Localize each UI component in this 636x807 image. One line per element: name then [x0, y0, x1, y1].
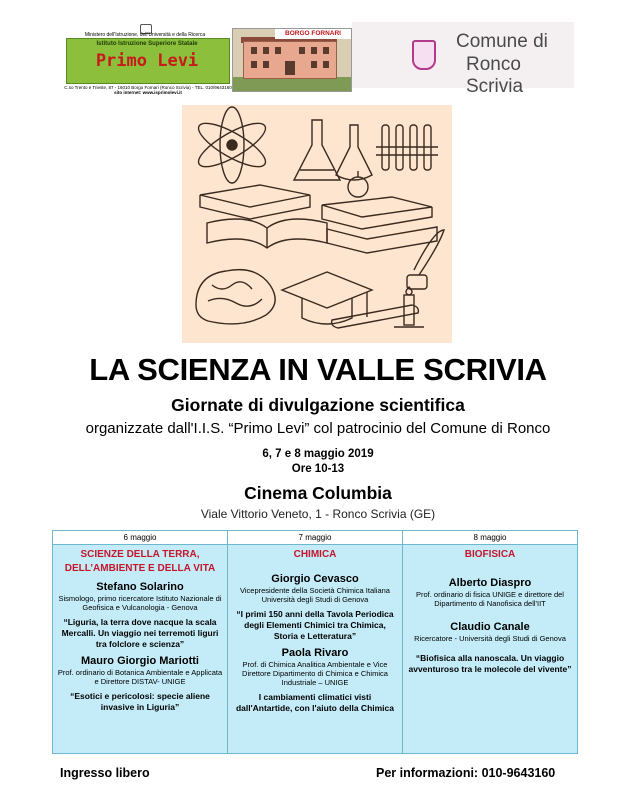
talk-title: “Biofisica alla nanoscala. Un viaggio avventuroso tra le molecole del vivente” — [408, 653, 572, 674]
window — [251, 61, 257, 68]
school-logo — [60, 22, 230, 96]
program-day-2 — [228, 531, 403, 753]
school-address-line: C.so Trento e Trieste, 87 - 16010 Borgo Fornari (Ronco Scrivia) - TEL. 010/9643160 — [64, 85, 232, 90]
window — [263, 61, 269, 68]
photo-ground — [233, 77, 351, 91]
day-header: 7 maggio — [228, 531, 402, 545]
event-subtitle: Giornate di divulgazione scientifica — [171, 395, 465, 415]
window — [311, 47, 317, 54]
quill-icon — [407, 230, 444, 289]
day-topic: CHIMICA — [293, 549, 337, 560]
graduation-cap-icon — [282, 272, 372, 324]
window — [251, 47, 257, 54]
flask-icon — [294, 120, 372, 180]
day-topic: BIOFISICA — [464, 549, 516, 560]
window — [275, 47, 281, 54]
comune-line1: Comune di — [456, 31, 548, 52]
test-tubes-icon — [376, 125, 438, 170]
event-dates: 6, 7 e 8 maggio 2019 — [262, 448, 374, 460]
window — [323, 61, 329, 68]
window — [323, 47, 329, 54]
program-day-3 — [403, 531, 577, 753]
speaker-role: Ricercatore - Università degli Studi di Genova — [414, 634, 566, 643]
borgo-fornari-label: BORGO FORNARI — [275, 29, 351, 39]
door — [285, 61, 295, 75]
atom-icon — [193, 107, 271, 183]
school-address — [60, 85, 236, 95]
talk-title: “Esotici e pericolosi: specie aliene invasive in Liguria” — [70, 691, 210, 712]
book-stack-icon — [322, 171, 437, 253]
speaker-name: Claudio Canale — [450, 621, 530, 633]
talk-title: “I primi 150 anni della Tavola Periodica degli Elementi Chimici tra Chimica, Storia e Letteratura” — [236, 609, 394, 641]
speaker-role: Sismologo, primo ricercatore Istituto Nazionale di Geofisica e Vulcanologia - Genova — [58, 594, 222, 612]
info-phone: Per informazioni: 010-9643160 — [376, 766, 556, 780]
program-day-1 — [53, 531, 228, 753]
day-topic: SCIENZE DELLA TERRA, DELL’AMBIENTE E DELLA VITA — [64, 549, 216, 574]
speaker-name: Alberto Diaspro — [448, 577, 532, 589]
window — [299, 47, 305, 54]
comune-line2: Ronco Scrivia — [466, 54, 524, 97]
borgo-fornari-photo — [232, 28, 352, 92]
books-icon — [200, 185, 327, 248]
talk-title: “Liguria, la terra dove nacque la scala Mercalli. Un viaggio nei terremoti liguri tra folclore e scienza” — [61, 617, 219, 649]
event-title: LA SCIENZA IN VALLE SCRIVIA — [89, 352, 547, 387]
window — [311, 61, 317, 68]
event-address: Viale Vittorio Veneto, 1 - Ronco Scrivia (GE) — [200, 507, 436, 521]
science-objects-icon — [182, 105, 452, 343]
speaker-role: Prof. ordinario di fisica UNIGE e direttore del Dipartimento di Nanofisica dell'IIT — [416, 590, 564, 608]
day-header: 8 maggio — [403, 531, 577, 545]
brain-icon — [196, 270, 275, 324]
science-illustration — [182, 105, 452, 343]
institute-type: Istituto Istruzione Superiore Statale — [96, 41, 198, 47]
speaker-name: Stefano Solarino — [96, 581, 184, 593]
speaker-name: Giorgio Cevasco — [271, 573, 359, 585]
ministry-text: Ministero dell'Istruzione, dell'Università e della Ricerca — [84, 32, 206, 38]
speaker-role: Prof. di Chimica Analitica Ambientale e Vice Direttore Dipartimento di Chimica e Chimica Industriale – UNIGE — [242, 660, 388, 687]
speaker-role: Vicepresidente della Società Chimica Italiana Università degli Studi di Genova — [240, 586, 390, 604]
program-table — [52, 530, 578, 754]
day-header: 6 maggio — [53, 531, 227, 545]
event-venue: Cinema Columbia — [244, 483, 392, 503]
speaker-name: Paola Rivaro — [281, 647, 349, 659]
coat-of-arms-icon — [412, 40, 436, 70]
event-hours: Ore 10-13 — [291, 463, 345, 475]
free-entry-text: Ingresso libero — [60, 766, 150, 780]
speaker-name: Mauro Giorgio Mariotti — [81, 655, 199, 667]
comune-logo — [352, 22, 574, 97]
speaker-role: Prof. ordinario di Botanica Ambientale e Applicata e Direttore DISTAV- UNIGE — [57, 668, 223, 686]
school-name: Primo Levi — [95, 51, 199, 71]
talk-title: I cambiamenti climatici visti dall'Antartide, con l'aiuto della Chimica — [235, 692, 394, 713]
school-website: sito internet: www.isprimolevi.it — [114, 90, 182, 95]
window — [263, 47, 269, 54]
event-organizers: organizzate dall'I.I.S. “Primo Levi” col patrocinio del Comune di Ronco — [85, 420, 551, 437]
